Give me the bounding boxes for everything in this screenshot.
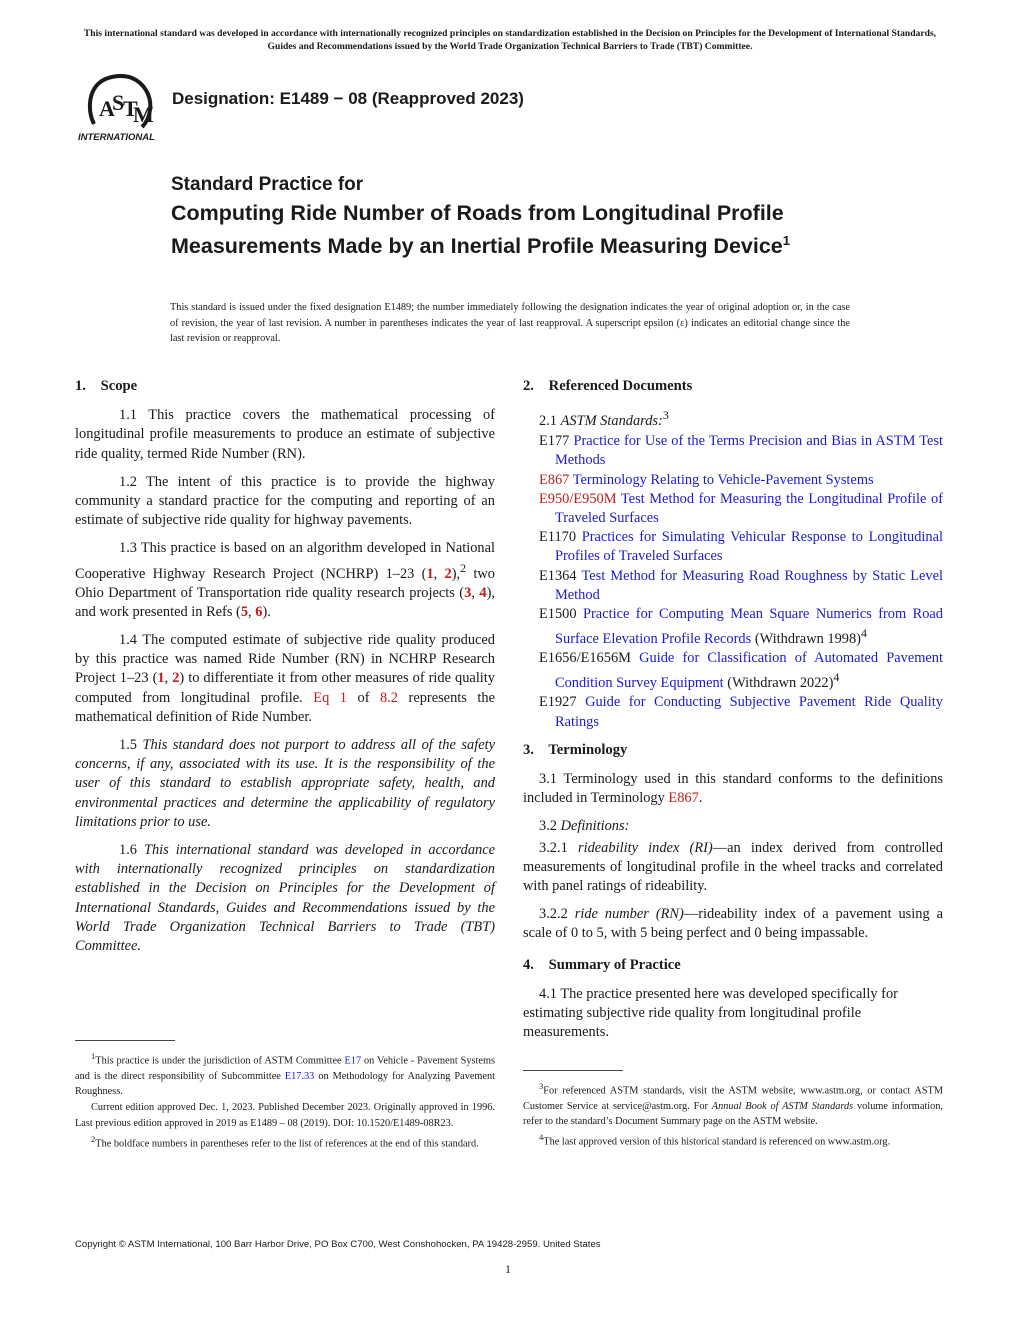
para-number: 3.2 — [539, 818, 557, 835]
title-footnote-mark: 1 — [782, 233, 790, 248]
reference-item — [539, 528, 943, 566]
para-4-1: 4.1 The practice presented here was developed specifically for estimating subjective ride quality from longitudinal profile measurements. — [523, 985, 898, 1041]
text: 1.3 This practice is based on an algorithm developed in National Cooperative Highway Research Project (NCHRP) 1–23 ( — [75, 540, 495, 582]
para-3-2-1 — [523, 839, 943, 897]
section-title: Scope — [100, 378, 138, 394]
right-column — [523, 377, 943, 1051]
para-3-2-2 — [523, 905, 943, 943]
text: on Methodology for Analyzing Pavement Roughness. — [75, 1070, 496, 1098]
section-title: Summary of Practice — [548, 956, 681, 973]
term: rideability index (RI) — [578, 839, 713, 856]
reference-designation[interactable]: E950/E950M — [539, 490, 617, 507]
withdrawn-note: (Withdrawn 1998) — [754, 631, 861, 648]
section-title: Terminology — [548, 741, 628, 758]
footnotes-left — [75, 1040, 495, 1153]
footnote-mark-3: 3 — [662, 408, 669, 423]
text: —an index derived from controlled measurements of longitudinal profile in the wheel tracks and correlated with panel ratings of rideability. — [523, 839, 943, 895]
footnote-mark: 2 — [91, 1133, 96, 1144]
reference-item — [539, 567, 943, 605]
reference-title-link[interactable]: Terminology Relating to Vehicle-Pavement Systems — [572, 471, 874, 488]
footnote-mark: 1 — [91, 1051, 96, 1061]
para-1-6 — [75, 841, 495, 956]
section-number: 3. — [523, 741, 534, 758]
text: For referenced ASTM standards, visit the ASTM website, www.astm.org, or contact ASTM Customer Service at service@astm.org. For — [523, 1085, 943, 1112]
withdrawn-note: (Withdrawn 2022) — [727, 675, 834, 692]
title-main — [171, 200, 891, 260]
para-1-5 — [75, 736, 495, 832]
text: volume information, refer to the standard’s Document Summary page on the ASTM website. — [523, 1100, 943, 1128]
logo-letter-s: S — [112, 90, 125, 115]
text: represents the mathematical definition of Ride Number. — [75, 689, 495, 725]
text: ). — [262, 603, 271, 620]
text: Definitions: — [560, 818, 630, 835]
footnote-2 — [75, 1132, 495, 1152]
text: —rideability index of a pavement using a scale of 0 to 5, with 5 being perfect and 0 being impassable. — [523, 906, 943, 942]
ref-link-6[interactable]: 6 — [255, 603, 263, 620]
logo-letter-m: M — [133, 102, 154, 127]
page-number: 1 — [505, 1262, 511, 1276]
para-number: 3.2.1 — [539, 839, 568, 856]
ref-link-2[interactable]: 2 — [444, 565, 452, 582]
reference-item — [539, 605, 943, 649]
reference-designation: E1927 — [539, 694, 577, 711]
e867-link[interactable]: E867 — [668, 790, 699, 807]
reference-item — [539, 432, 943, 470]
title-kicker: Standard Practice for — [171, 174, 364, 195]
footnote-mark: 3 — [539, 1081, 544, 1091]
logo-letter-a: A — [99, 96, 115, 121]
equation-link[interactable]: Eq 1 — [313, 689, 347, 706]
reference-designation[interactable]: E867 — [539, 471, 570, 488]
copyright: Copyright © ASTM International, 100 Barr Harbor Drive, PO Box C700, West Conshohocken, PA 19428-2959. United States — [75, 1239, 601, 1250]
section-number: 1. — [75, 378, 86, 394]
para-3-1 — [523, 770, 943, 808]
referenced-documents-list — [523, 432, 943, 732]
section-title: Referenced Documents — [548, 378, 693, 394]
reference-designation: E1364 — [539, 567, 577, 584]
reference-title-link[interactable]: Practice for Computing Mean Square Numerics from Road Surface Elevation Profile Records — [555, 606, 943, 648]
reference-title-link[interactable]: Guide for Classification of Automated Pavement Condition Survey Equipment — [555, 650, 943, 692]
ref-link-5[interactable]: 5 — [240, 603, 249, 620]
para-1-1: 1.1 This practice covers the mathematical processing of longitudinal profile measurements to produce an estimate of subjective ride quality, termed Ride Number (RN). — [75, 407, 495, 462]
footnote-4 — [523, 1130, 943, 1150]
reference-designation: E1656/E1656M — [539, 650, 631, 667]
text: This practice is under the jurisdiction of ASTM Committee — [95, 1055, 342, 1067]
text: Annual Book of ASTM Standards — [711, 1100, 854, 1112]
section-3-heading — [523, 741, 943, 760]
footnote-mark: 4 — [833, 670, 840, 685]
footnote-rule — [523, 1070, 623, 1071]
ref-link-3[interactable]: 3 — [464, 584, 472, 601]
section-4-heading — [523, 956, 943, 975]
footnote-rule — [75, 1040, 175, 1041]
reference-title-link[interactable]: Practice for Use of the Terms Precision and Bias in ASTM Test Methods — [555, 433, 943, 469]
issue-note: This standard is issued under the fixed designation E1489; the number immediately following the designation indicates the year of original adoption or, in the case of revision, the year of last revision. A number in parentheses indicates the year of last reapproval. A superscript epsilon (ε) indicates an editorial change since the last revision or reapproval. — [170, 302, 850, 344]
ref-link-1[interactable]: 1 — [426, 565, 434, 582]
section-number: 2. — [523, 378, 534, 394]
para-number: 2.1 — [539, 413, 557, 429]
section-2-heading — [523, 377, 943, 396]
para-3-2 — [523, 817, 943, 836]
footnote-mark-2: 2 — [460, 560, 467, 575]
footnote-3 — [523, 1079, 943, 1129]
section-number: 4. — [523, 956, 534, 973]
text: This standard does not purport to address all of the safety concerns, if any, associated with its use. It is the responsibility of the user of this standard to establish appropriate safety, health, and environmental practices and determine the applicability of regulatory limitations prior to use. — [75, 737, 495, 830]
footnote-1-edition: Current edition approved Dec. 1, 2023. Published December 2023. Originally approved in 1996. Last previous edition approved in 2019 as E1489 – 08 (2019). DOI: 10.1520/E1489-08R23. — [75, 1102, 495, 1129]
committee-link[interactable]: E17 — [344, 1055, 362, 1067]
astm-logo-mark — [74, 72, 164, 144]
text: ) to differentiate it from other measures of ride quality computed from longitudinal profile. — [75, 670, 496, 706]
footnote-mark: 4 — [860, 626, 867, 641]
astm-standards-label — [539, 406, 943, 431]
reference-item — [539, 471, 943, 490]
text: ), and work presented in Refs ( — [75, 584, 495, 620]
reference-item — [539, 649, 943, 693]
reference-designation: E1170 — [539, 529, 577, 546]
reference-title-link[interactable]: Guide for Conducting Subjective Pavement Ride Quality Ratings — [555, 694, 943, 730]
term: ride number (RN) — [574, 906, 684, 923]
text: . — [698, 790, 703, 807]
text: ASTM Standards: — [560, 413, 663, 429]
text: two Ohio Department of Transportation ride quality research projects ( — [75, 565, 495, 601]
para-1-4: 1.4 The computed estimate of subjective ride quality produced by this practice was named Ride Number (RN) in NCHRP Research Project 1–23 (1, 2) to differentiate it from other measures of ride quality computed from longitudinal profile. Eq 1 of 8.2 represents the mathematical definition of Ride Number. — [75, 632, 496, 725]
text: of — [357, 689, 370, 706]
para-1-3: 1.3 This practice is based on an algorithm developed in National Cooperative Highway Research Project (NCHRP) 1–23 (1, 2),$^2$ two Ohio Department of Transportation ride quality research projects (3, 4), and work presented in Refs (5, 6). — [75, 540, 495, 620]
ref-link-2[interactable]: 2 — [172, 670, 180, 687]
logo-letter-t: T — [123, 96, 138, 121]
para-number: 1.6 — [119, 842, 137, 859]
text: 3.1 Terminology used in this standard conforms to the definitions included in Terminology — [523, 771, 943, 807]
footnotes-right — [523, 1070, 943, 1151]
left-column — [75, 377, 495, 965]
para-number: 1.5 — [119, 737, 137, 754]
section-1-heading — [75, 377, 495, 396]
text: 1.4 The computed estimate of subjective ride quality produced by this practice was named Ride Number (RN) in NCHRP Research Project 1–23 ( — [75, 632, 495, 687]
ref-link-4[interactable]: 4 — [479, 584, 487, 601]
reference-item — [539, 693, 943, 731]
text: The boldface numbers in parentheses refer to the list of references at the end of this standard. — [95, 1138, 479, 1150]
designation: Designation: E1489 − 08 (Reapproved 2023) — [172, 89, 524, 108]
footnote-mark: 4 — [539, 1132, 544, 1143]
astm-logo — [74, 72, 164, 144]
title-block — [171, 174, 891, 260]
ref-link-1[interactable]: 1 — [157, 670, 165, 687]
top-notice: This international standard was developed in accordance with internationally recognized principles on standardization established in the Decision on Principles for the Development of International Standards, Guides and Recommendations issued by the World Trade Organization Technical Barriers to Trade (TBT) Committee. — [83, 28, 937, 52]
reference-designation: E177 — [539, 433, 570, 450]
title-main-text: Computing Ride Number of Roads from Longitudinal Profile Measurements Made by an Inertial Profile Measuring Device — [171, 201, 784, 259]
reference-title-link[interactable]: Test Method for Measuring Road Roughness by Static Level Method — [555, 567, 943, 603]
para-1-2: 1.2 The intent of this practice is to provide the highway community a standard practice for the computing and reporting of an estimate of subjective ride quality for highway pavements. — [75, 473, 495, 529]
reference-title-link[interactable]: Test Method for Measuring the Longitudinal Profile of Traveled Surfaces — [555, 490, 944, 527]
footnote-1 — [75, 1049, 495, 1099]
text: The last approved version of this historical standard is referenced on www.astm.org. — [543, 1136, 891, 1148]
subcommittee-link[interactable]: E17.33 — [284, 1070, 315, 1082]
section-link-8-2[interactable]: 8.2 — [380, 689, 399, 706]
para-number: 3.2.2 — [539, 906, 568, 923]
text: This international standard was developed in accordance with internationally recognized principles on standardization established in the Decision on Principles for the Development of International Standards, Guides and Recommendations issued by the World Trade Organization Technical Barriers to Trade (TBT) Committee. — [75, 842, 495, 955]
reference-designation: E1500 — [539, 606, 577, 623]
reference-title-link[interactable]: Practices for Simulating Vehicular Response to Longitudinal Profiles of Traveled Surfaces — [555, 529, 943, 565]
text: on Vehicle - Pavement Systems and is the direct responsibility of Subcommittee — [75, 1055, 495, 1082]
reference-item — [539, 490, 944, 528]
logo-international: INTERNATIONAL — [78, 132, 155, 143]
